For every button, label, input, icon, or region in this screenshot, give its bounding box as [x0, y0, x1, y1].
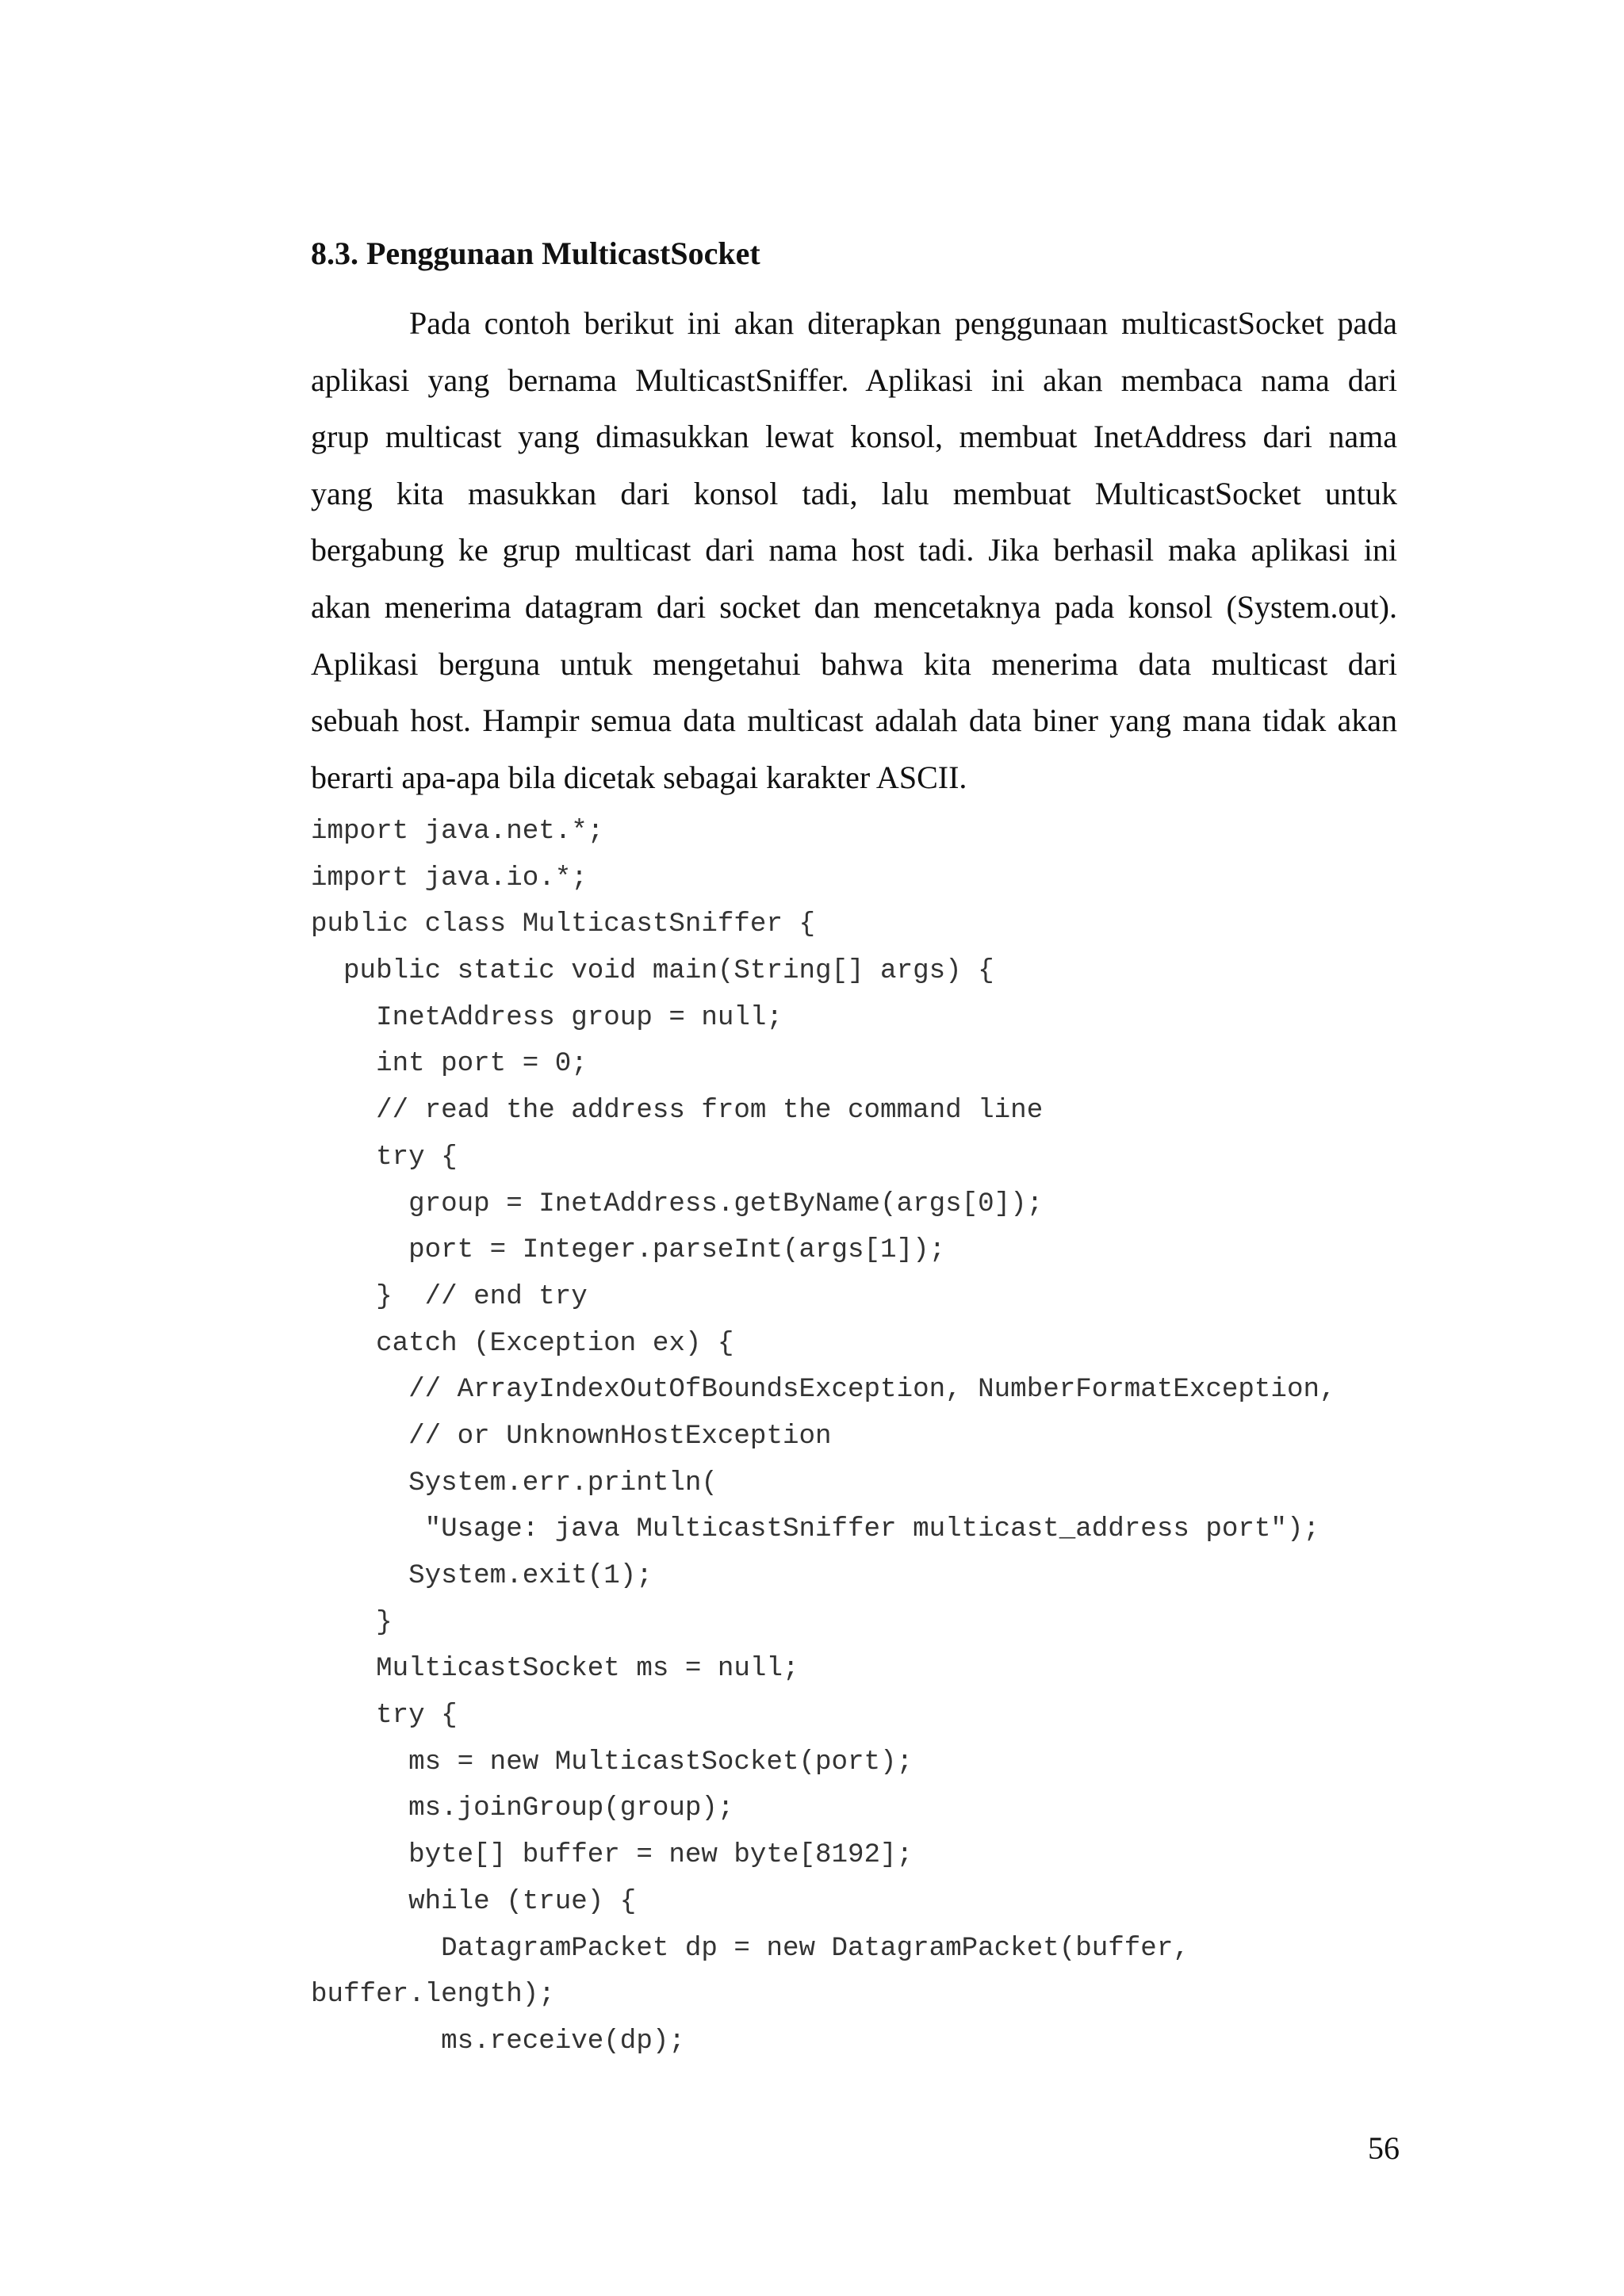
paragraph-line: Pada contoh berikut ini akan diterapkan penggunaan multicastSocket pada [409, 305, 1397, 341]
code-line: byte[] buffer = new byte[8192]; [311, 1840, 914, 1871]
code-listing [311, 809, 1336, 2065]
code-line: import java.io.*; [311, 863, 588, 894]
paragraph-line: akan menerima datagram dari socket dan mencetaknya pada konsol (System.out). [311, 588, 1397, 625]
code-line: } // end try [311, 1281, 588, 1312]
paragraph-line: berarti apa-apa bila dicetak sebagai karakter ASCII. [311, 759, 967, 795]
code-line: } [311, 1607, 393, 1638]
paragraph-line: Aplikasi berguna untuk mengetahui bahwa kita menerima data multicast dari [311, 645, 1397, 682]
paragraph-line: bergabung ke grup multicast dari nama host tadi. Jika berhasil maka aplikasi ini [311, 532, 1397, 568]
code-line: InetAddress group = null; [311, 1002, 783, 1033]
code-line: // read the address from the command line [311, 1096, 1044, 1127]
paragraph-line: yang kita masukkan dari konsol tadi, lalu membuat MulticastSocket untuk [311, 475, 1397, 511]
code-line: import java.net.*; [311, 817, 604, 847]
code-line: while (true) { [311, 1886, 637, 1917]
code-line: // ArrayIndexOutOfBoundsException, NumberFormatException, [311, 1375, 1336, 1406]
code-line: try { [311, 1701, 458, 1732]
code-line: MulticastSocket ms = null; [311, 1654, 799, 1685]
code-line: port = Integer.parseInt(args[1]); [311, 1235, 946, 1266]
code-line: ms.receive(dp); [311, 2026, 685, 2057]
code-line: // or UnknownHostException [311, 1421, 832, 1452]
paragraph-line: aplikasi yang bernama MulticastSniffer. Aplikasi ini akan membaca nama dari [311, 362, 1397, 398]
code-line: "Usage: java MulticastSniffer multicast_address port"); [311, 1514, 1320, 1545]
page-number: 56 [1368, 2130, 1400, 2166]
code-line: System.err.println( [311, 1468, 718, 1498]
section-heading: 8.3. Penggunaan MulticastSocket [311, 235, 760, 271]
code-line: public class MulticastSniffer { [311, 909, 815, 940]
code-line: public static void main(String[] args) { [311, 956, 994, 987]
code-line: try { [311, 1142, 458, 1173]
body-paragraph [311, 295, 1397, 806]
code-line: group = InetAddress.getByName(args[0]); [311, 1188, 1044, 1219]
code-line: ms.joinGroup(group); [311, 1793, 734, 1824]
code-line: ms = new MulticastSocket(port); [311, 1747, 914, 1777]
code-line: int port = 0; [311, 1049, 588, 1080]
code-line: catch (Exception ex) { [311, 1328, 734, 1359]
code-line: DatagramPacket dp = new DatagramPacket(buffer, [311, 1933, 1189, 1964]
code-line: buffer.length); [311, 1980, 555, 2011]
code-line: System.exit(1); [311, 1561, 653, 1591]
paragraph-line: grup multicast yang dimasukkan lewat konsol, membuat InetAddress dari nama [311, 419, 1397, 455]
paragraph-line: sebuah host. Hampir semua data multicast adalah data biner yang mana tidak akan [311, 702, 1397, 739]
